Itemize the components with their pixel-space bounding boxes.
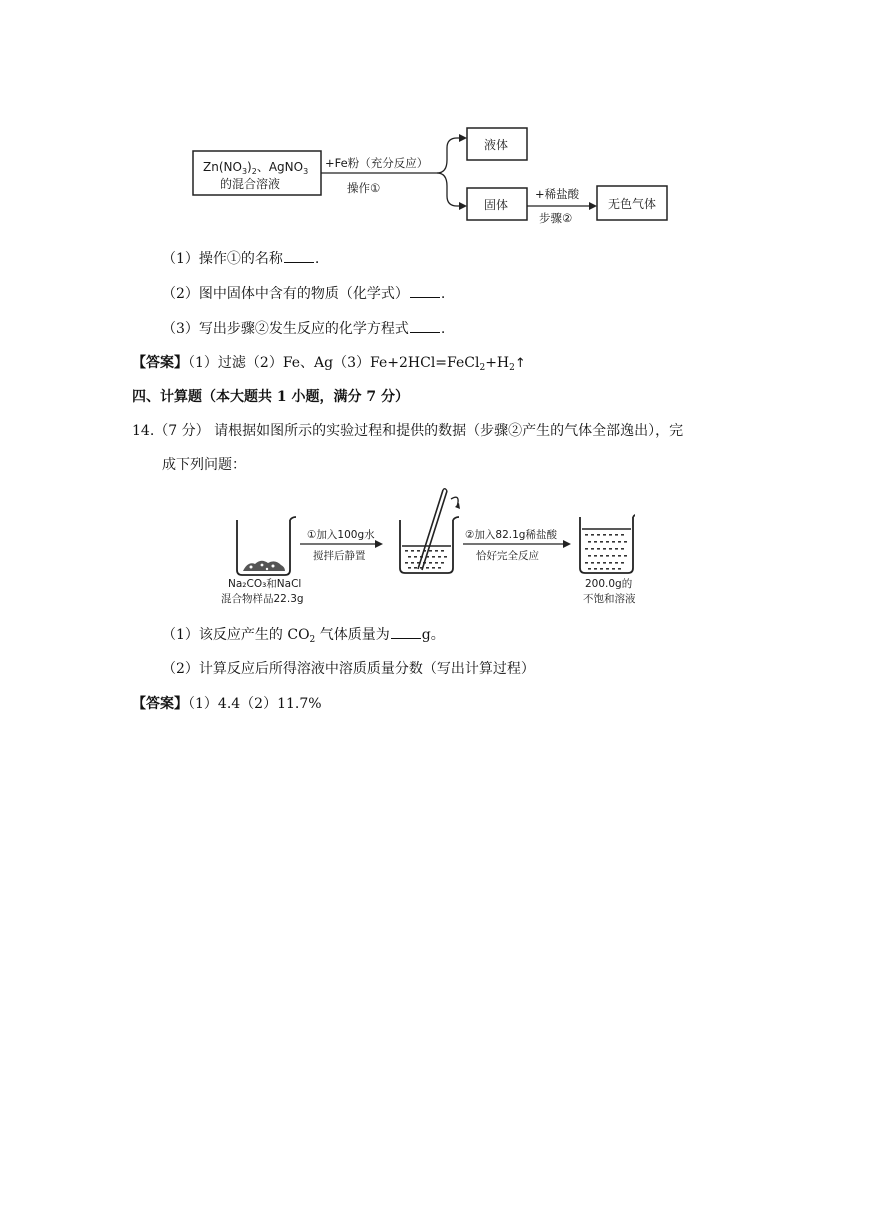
up-arrow-icon: ↑ [514,356,526,371]
beaker-1-label-line1: Na₂CO₃和NaCl [228,578,302,590]
exp-arrow1-top-label: ①加入100g水 [307,529,375,541]
gas-box-label: 无色气体 [608,197,657,211]
answer-blank [391,624,421,639]
solid-box-label: 固体 [484,198,509,212]
q13-answer: 【答案】（1）过滤（2）Fe、$Ag(3)Fe+2HCl=FeCl_2+H_2↑$ [132,355,526,373]
start-box-line2: 的混合溶液 [220,177,281,191]
q14-answer: 【答案】（1）4.4（2）11.7% [132,696,322,712]
answer-label: 【答案】 [132,355,188,371]
answer-label: 【答案】 [132,696,188,712]
q14-part1: （1）该反应产生的 $CO_2$ 气体质量为 g。 [162,624,445,645]
q13-part2: （2）图中固体中含有的物质（化学式） . [162,283,445,304]
liquid-box-label: 液体 [484,138,509,152]
section-heading: 四、计算题（本大题共 1 小题，满分 7 分） [132,389,409,405]
flowchart-diagram [185,120,685,230]
q14-stem-line2: 成下列问题： [162,457,246,473]
q14-stem-line1: 14.（7 分） 请根据如图所示的实验过程和提供的数据（步骤②产生的气体全部逸出），完 [132,423,684,439]
solution-pattern [585,534,627,570]
arrow2-bottom-label: 步骤② [539,211,573,225]
experiment-diagram [215,485,635,610]
beaker-3-label-line2: 不饱和溶液 [583,593,635,605]
answer-blank [410,318,440,333]
beaker-3-label-line1: 200.0g的 [585,578,633,590]
arrow1-top-label: +Fe粉（充分反应） [325,156,429,170]
exp-arrow1-bottom-label: 搅拌后静置 [313,550,366,562]
q13-part1: （1）操作①的名称 . [162,248,319,269]
start-box-line1: $Zn(NO_3)_2$、AgNO$_3$ [203,160,309,176]
q14-part2: （2）计算反应后所得溶液中溶质质量分数（写出计算过程） [162,661,535,677]
exp-arrow2-top-label: ②加入82.1g稀盐酸 [465,529,557,541]
beaker-1-label-line2: 混合物样品22.3g [221,593,304,605]
arrow2-top-label: +稀盐酸 [535,187,580,201]
beaker-3 [580,514,635,573]
arrow1-bottom-label: 操作① [347,181,381,195]
solid-sample [243,561,285,571]
exp-arrow2-bottom-label: 恰好完全反应 [476,550,539,562]
answer-blank [410,283,440,298]
answer-blank [284,248,314,263]
q13-part3: （3）写出步骤②发生反应的化学方程式 . [162,318,445,339]
